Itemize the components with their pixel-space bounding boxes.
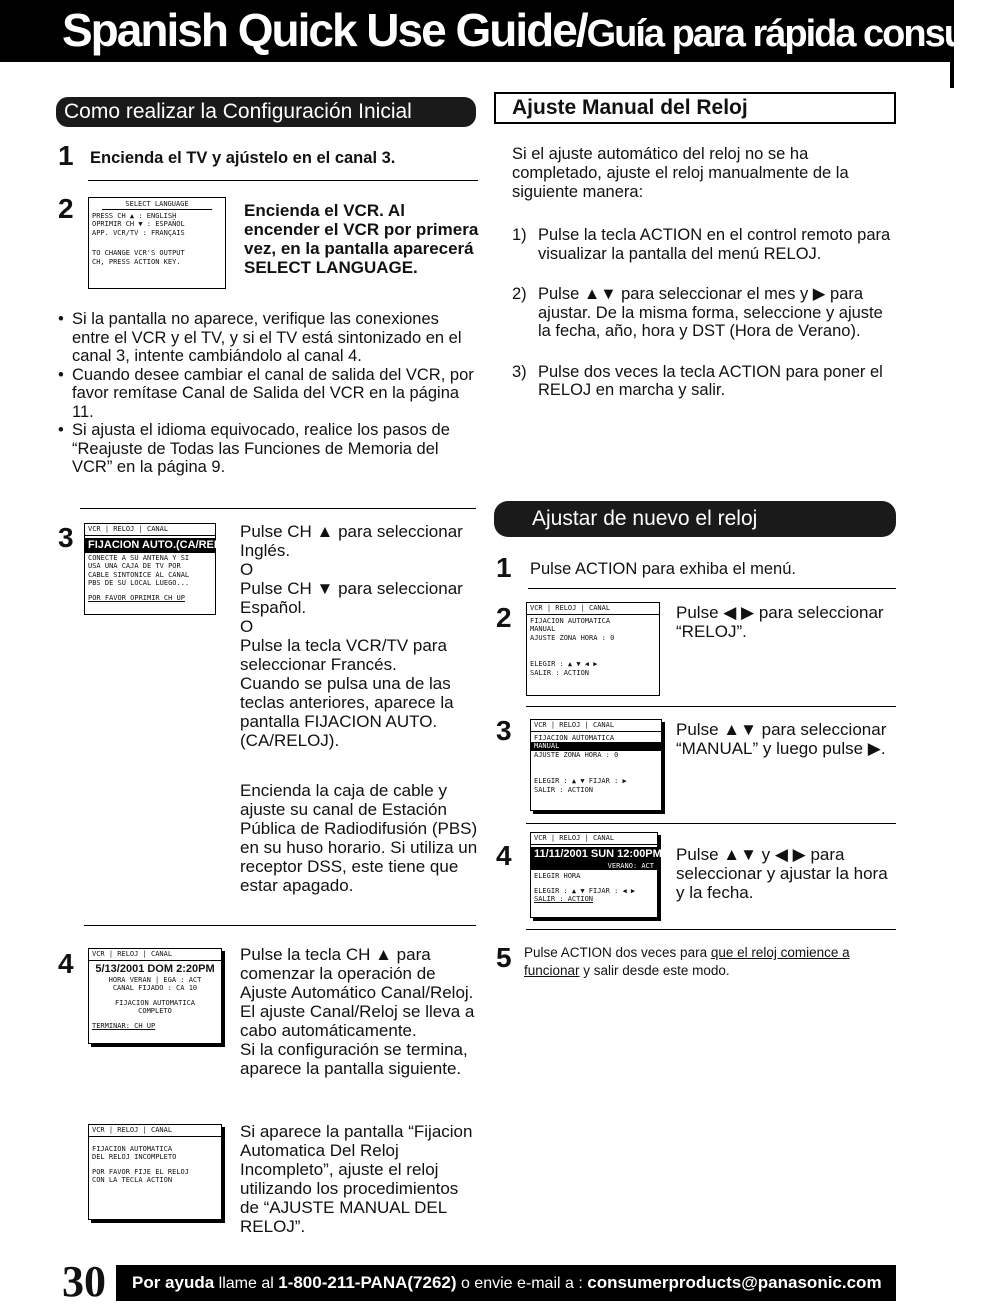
step-text: Pulse CH ▲ para seleccionar Inglés. O Pulse CH ▼ para seleccionar Español. O Pulse la tecla VCR/TV para seleccionar Francés. Cuando se pulsa una de las teclas anteriores, aparece la pantalla FIJACION AUTO. (CA/RELOJ). (240, 522, 463, 750)
step-number: 5 (496, 942, 512, 973)
screen-line: CABLE SINTONICE AL CANAL (88, 570, 190, 579)
divider (528, 588, 896, 589)
screen-line: USA UNA CAJA DE TV POR (88, 562, 181, 570)
divider (526, 929, 896, 930)
manual-steps (512, 226, 900, 400)
screen-line: CONECTE A SU ANTENA Y SI (88, 553, 190, 562)
manual-step (512, 363, 900, 400)
step-number: 4 (496, 840, 512, 871)
screen-line: FIJACION AUTOMATICA (530, 616, 611, 625)
screen-line: POR FAVOR OPRIMIR CH UP (88, 593, 185, 602)
divider (88, 180, 478, 181)
tv-screen-manual-select (530, 719, 662, 811)
screen-line: ELEGIR HORA (534, 872, 581, 880)
manual-step (512, 285, 900, 341)
step-text: Encienda el TV y ajústelo en el canal 3. (90, 149, 396, 167)
section-title-reset-clock: Ajustar de nuevo el reloj (494, 501, 896, 537)
screen-title: SELECT LANGUAGE (102, 200, 212, 210)
screen-line: HORA VERAN | EGA : ACT (108, 975, 202, 984)
screen-line: FIJACION AUTOMATICA (114, 998, 196, 1007)
footer-lead: Por ayuda (132, 1273, 215, 1292)
footer-mid: o envie e-mail a : (456, 1275, 588, 1292)
step-text: Encienda el VCR. Al encender el VCR por primera vez, en la pantalla aparecerá SELECT LANGUAGE. (244, 201, 479, 277)
step-text (524, 944, 894, 980)
screen-line: PRESS CH ▲ : ENGLISH (92, 211, 177, 220)
step-number: 3 (58, 522, 74, 553)
step-text-underlined: que el reloj comience a funcionar (524, 945, 850, 978)
footer-text: llame al (214, 1275, 279, 1292)
screen-tabs: VCR | RELOJ | CANAL (531, 833, 657, 845)
tv-screen-select-language (88, 197, 226, 289)
screen-line: DEL RELOJ INCOMPLETO (92, 1153, 177, 1161)
screen-line: PBS DE SU LOCAL LUEGO... (88, 579, 190, 587)
note-item: • Si la pantalla no aparece, verifique las conexiones entre el VCR y el TV, y si el TV está sintonizado en el canal 3, intente cambiándolo al canal 4. (58, 310, 478, 366)
manual-step-text: Pulse dos veces la tecla ACTION para poner el RELOJ en marcha y salir. (538, 362, 883, 399)
screen-line: SALIR : ACTION (534, 785, 594, 794)
manual-step-text: Pulse la tecla ACTION en el control remoto para visualizar la pantalla del menú RELOJ. (538, 226, 891, 263)
page-number: 30 (62, 1257, 106, 1306)
step-text-part: Pulse ACTION dos veces para (524, 945, 711, 960)
tv-screen-incomplete (88, 1124, 222, 1220)
screen-line: ELEGIR : ▲ ▼ ◀ ▶ (530, 660, 598, 668)
step-number: 2 (496, 602, 512, 633)
manual-step-number: 3) (512, 362, 527, 381)
divider (526, 823, 896, 824)
screen-line: POR FAVOR FIJE EL RELOJ (92, 1167, 189, 1176)
help-footer (116, 1265, 896, 1301)
step-text: Pulse ACTION para exhiba el menú. (530, 560, 796, 578)
screen-line: SALIR : ACTION (530, 668, 590, 677)
screen-line: ELEGIR : ▲ ▼ FIJAR : ▶ (534, 777, 627, 785)
tv-screen-set-time (530, 832, 662, 918)
divider (526, 706, 896, 707)
note-item: • Cuando desee cambiar el canal de salida del VCR, por favor remítase Canal de Salida del VCR en la página 11. (58, 366, 478, 422)
step-number: 4 (58, 948, 74, 979)
screen-tabs: VCR | RELOJ | CANAL (531, 720, 661, 732)
screen-tabs: VCR | RELOJ | CANAL (527, 603, 659, 615)
edge-line (950, 62, 954, 88)
screen-tabs: VCR | RELOJ | CANAL (89, 949, 221, 961)
screen-line: CH, PRESS ACTION KEY. (92, 257, 181, 266)
manual-step-number: 2) (512, 285, 527, 303)
screen-sub: VERANO: ACT (531, 862, 657, 871)
banner-title-en: Spanish Quick Use Guide/ (62, 4, 587, 56)
screen-line: AJUSTE ZONA HORA : 0 (530, 633, 615, 642)
section-title-config: Como realizar la Configuración Inicial (56, 97, 476, 127)
screen-tabs: VCR | RELOJ | CANAL (85, 524, 215, 536)
manual-step-text: Pulse ▲▼ para seleccionar el mes y ▶ para ajustar. De la misma forma, seleccione y ajuste la fecha, año, hora y DST (Hora de Verano). (538, 285, 883, 340)
manual-step (512, 226, 900, 263)
screen-line: TERMINAR: CH UP (92, 1021, 156, 1030)
screen-line: FIJACION AUTOMATICA (92, 1144, 173, 1153)
screen-line: APP. VCR/TV : FRANÇAIS (92, 228, 185, 237)
section-title-manual-clock: Ajuste Manual del Reloj (494, 92, 896, 124)
screen-line: SALIR : ACTION (534, 895, 594, 903)
screen-tabs: VCR | RELOJ | CANAL (89, 1125, 221, 1137)
screen-highlight: MANUAL (531, 742, 661, 751)
banner-title (62, 4, 1003, 68)
screen-line: FIJACION AUTOMATICA (534, 733, 615, 742)
divider (84, 925, 476, 926)
screen-line (92, 237, 222, 249)
step-text: Pulse ◀ ▶ para seleccionar “RELOJ”. (676, 603, 884, 641)
step-text: Encienda la caja de cable y ajuste su canal de Estación Pública de Radiodifusión (PBS) en su huso horario. Si utiliza un receptor DSS, este tiene que estar apagado. (240, 781, 478, 895)
screen-line: CANAL FIJADO : CA 10 (112, 984, 198, 992)
banner-title-es: Guía para rápida consulta (586, 13, 1003, 55)
screen-line (534, 759, 658, 771)
divider (80, 508, 476, 509)
screen-highlight: 11/11/2001 SUN 12:00PM (531, 847, 657, 862)
step-number: 2 (58, 193, 74, 224)
screen-line (530, 642, 656, 654)
manual-intro: Si el ajuste automático del reloj no se ha completado, ajuste el reloj manualmente de la siguiente manera: (512, 145, 849, 201)
step-text-part: y salir desde este modo. (579, 963, 730, 978)
tv-screen-clock-menu (526, 602, 660, 696)
screen-line: OPRIMIR CH ▼ : ESPAÑOL (92, 220, 185, 228)
screen-line: CON LA TECLA ACTION (92, 1176, 173, 1184)
step-number: 1 (496, 552, 512, 583)
step-text: Si aparece la pantalla “Fijacion Automatica Del Reloj Incompleto”, ajuste el reloj utilizando los procedimientos de “AJUSTE MANUAL DEL RELOJ”. (240, 1122, 473, 1236)
screen-line: TO CHANGE VCR'S OUTPUT (92, 249, 185, 257)
footer-email: consumerproducts@panasonic.com (587, 1273, 882, 1292)
screen-datetime: 5/13/2001 DOM 2:20PM (95, 962, 215, 975)
step-text: Pulse ▲▼ para seleccionar “MANUAL” y luego pulse ▶. (676, 720, 887, 758)
step-text: Pulse la tecla CH ▲ para comenzar la operación de Ajuste Automático Canal/Reloj. El ajuste Canal/Reloj se lleva a cabo automáticamente. Si la configuración se termina, aparece la pantalla siguiente. (240, 945, 475, 1078)
notes-list (58, 310, 478, 477)
screen-line: MANUAL (530, 625, 556, 633)
tv-screen-auto-complete (88, 948, 222, 1044)
step-number: 1 (58, 140, 74, 171)
tv-screen-fijacion-auto (84, 523, 239, 615)
screen-line: AJUSTE ZONA HORA : 0 (534, 750, 619, 759)
screen-highlight: FIJACION AUTO.(CA/RELOJ) (85, 538, 215, 553)
screen-line: COMPLETO (138, 1007, 172, 1015)
step-text: Pulse ▲▼ y ◀ ▶ para seleccionar y ajustar la hora y la fecha. (676, 845, 888, 902)
manual-step-number: 1) (512, 226, 527, 244)
screen-line: ELEGIR : ▲ ▼ FIJAR : ◀ ▶ (534, 886, 636, 895)
note-item: • Si ajusta el idioma equivocado, realice los pasos de “Reajuste de Todas las Funciones de Memoria del VCR” en la página 9. (58, 421, 478, 477)
title-banner (0, 0, 1003, 62)
footer-phone: 1-800-211-PANA(7262) (278, 1273, 457, 1292)
step-number: 3 (496, 715, 512, 746)
